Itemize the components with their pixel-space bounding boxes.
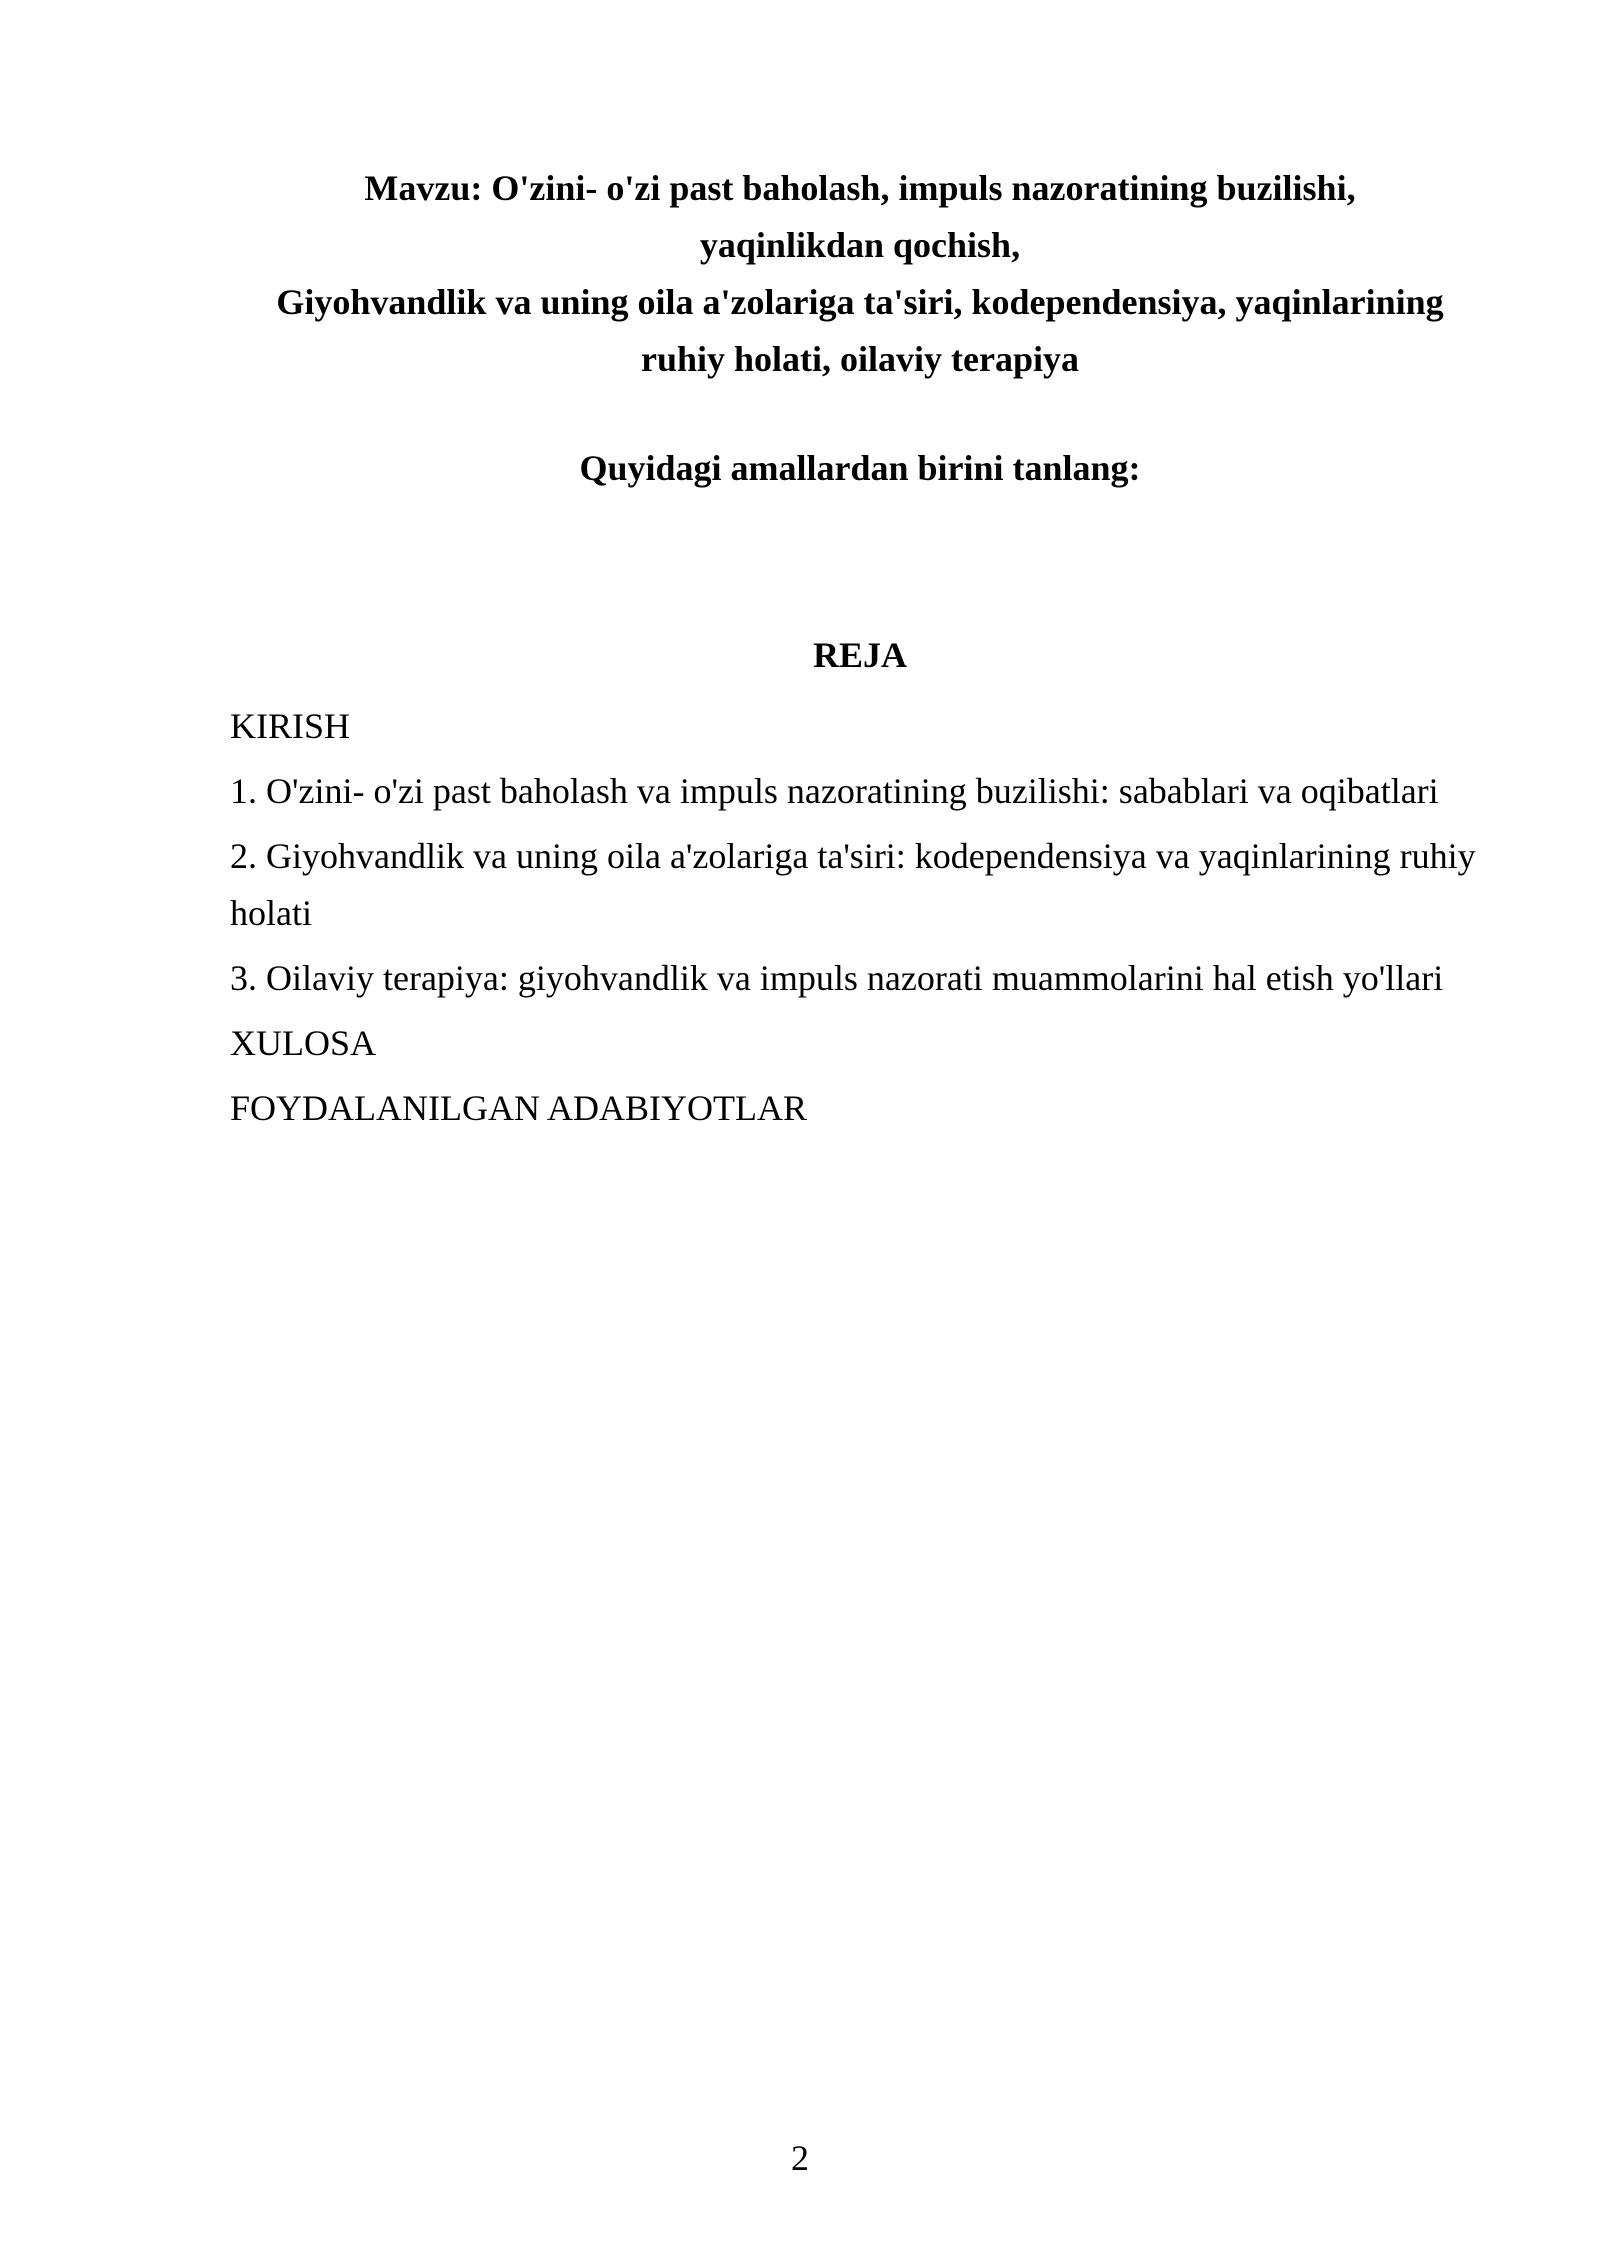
instruction-text: Quyidagi amallardan birini tanlang: bbox=[579, 448, 1141, 488]
plan-item-3: 3. Oilaviy terapiya: giyohvandlik va impuls nazorati muammolarini hal etish yo'llari bbox=[230, 958, 1444, 998]
title-line: Mavzu: O'zini- o'zi past baholash, impuls nazoratining buzilishi, bbox=[364, 168, 1356, 208]
title-line: ruhiy holati, oilaviy terapiya bbox=[640, 339, 1079, 379]
plan-item-references: FOYDALANILGAN ADABIYOTLAR bbox=[230, 1088, 807, 1128]
plan-list bbox=[230, 698, 1490, 1145]
title-line: Giyohvandlik va uning oila a'zolariga ta'siri, kodependensiya, yaqinlarining bbox=[276, 282, 1444, 322]
document-title bbox=[230, 160, 1490, 388]
plan-item-2: 2. Giyohvandlik va uning oila a'zolariga ta'siri: kodependensiya va yaqinlarining ruhiy holati bbox=[230, 836, 1476, 933]
title-line: yaqinlikdan qochish, bbox=[699, 225, 1021, 265]
plan-item-conclusion: XULOSA bbox=[230, 1023, 377, 1063]
plan-heading: REJA bbox=[812, 635, 907, 675]
page-number: 2 bbox=[791, 2138, 809, 2178]
plan-item-introduction: KIRISH bbox=[230, 706, 351, 746]
plan-item-1: 1. O'zini- o'zi past baholash va impuls nazoratining buzilishi: sabablari va oqibatlari bbox=[230, 771, 1439, 811]
